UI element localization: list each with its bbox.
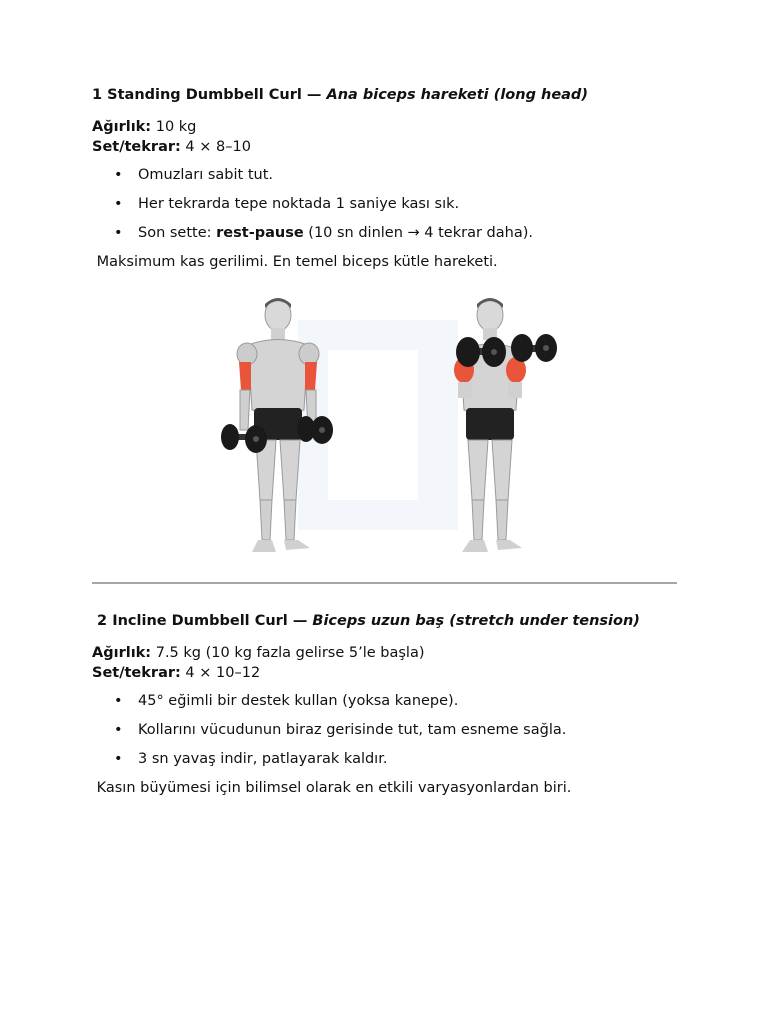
section-2-subtitle: Biceps uzun baş (stretch under tension) <box>312 613 640 629</box>
sets-label: Set/tekrar: <box>92 139 181 155</box>
section-2-bullet-list <box>92 691 677 769</box>
list-item: • 45° eğimli bir destek kullan (yoksa kanepe). <box>138 691 677 711</box>
list-item: • Omuzları sabit tut. <box>138 165 677 185</box>
section-1-bullet-list <box>92 165 677 243</box>
section-2-number: 2 <box>92 613 108 629</box>
section-2-note-text: Kasın büyümesi için bilimsel olarak en etkili varyasyonlardan biri. <box>92 780 572 796</box>
section-2-note <box>92 778 677 798</box>
dumbbell-curl-svg <box>218 290 563 560</box>
watermark-inner <box>328 350 418 500</box>
bullet-bold: rest-pause <box>216 225 304 241</box>
list-item: • Kollarını vücudunun biraz gerisinde tut, tam esneme sağla. <box>138 720 677 740</box>
section-1-weight <box>92 117 677 137</box>
section-1-subtitle: Ana biceps hareketi (long head) <box>326 87 588 103</box>
bullet-suffix: (10 sn dinlen → 4 tekrar daha). <box>303 225 533 241</box>
section-2-title: Incline Dumbbell Curl — <box>107 613 313 629</box>
section-2 <box>92 612 677 798</box>
sets-label: Set/tekrar: <box>92 665 181 681</box>
list-item: • 3 sn yavaş indir, patlayarak kaldır. <box>138 749 677 769</box>
sets-value: 4 × 10–12 <box>180 665 261 681</box>
section-2-sets <box>92 663 677 683</box>
section-1-number: 1 <box>92 87 103 103</box>
weight-value: 10 kg <box>151 119 197 135</box>
dumbbell-icon <box>511 334 557 362</box>
section-1-note <box>92 252 677 272</box>
weight-label: Ağırlık: <box>92 645 152 661</box>
section-1-sets <box>92 137 677 157</box>
list-item <box>138 223 677 243</box>
figure-curl-position <box>454 298 557 552</box>
section-1-note-text: Maksimum kas gerilimi. En temel biceps kütle hareketi. <box>92 254 498 270</box>
section-1 <box>92 86 677 272</box>
sets-value: 4 × 8–10 <box>180 139 251 155</box>
weight-label: Ağırlık: <box>92 119 152 135</box>
bullet-prefix: Son sette: <box>138 225 217 241</box>
section-divider <box>92 582 677 584</box>
section-2-weight <box>92 643 677 663</box>
weight-value: 7.5 kg (10 kg fazla gelirse 5’le başla) <box>151 645 425 661</box>
section-1-heading <box>92 86 677 105</box>
list-item: • Her tekrarda tepe noktada 1 saniye kası sık. <box>138 194 677 214</box>
section-2-heading <box>92 612 677 631</box>
dumbbell-icon <box>297 416 333 444</box>
dumbbell-curl-illustration <box>218 290 563 560</box>
section-1-title: Standing Dumbbell Curl — <box>107 87 327 103</box>
